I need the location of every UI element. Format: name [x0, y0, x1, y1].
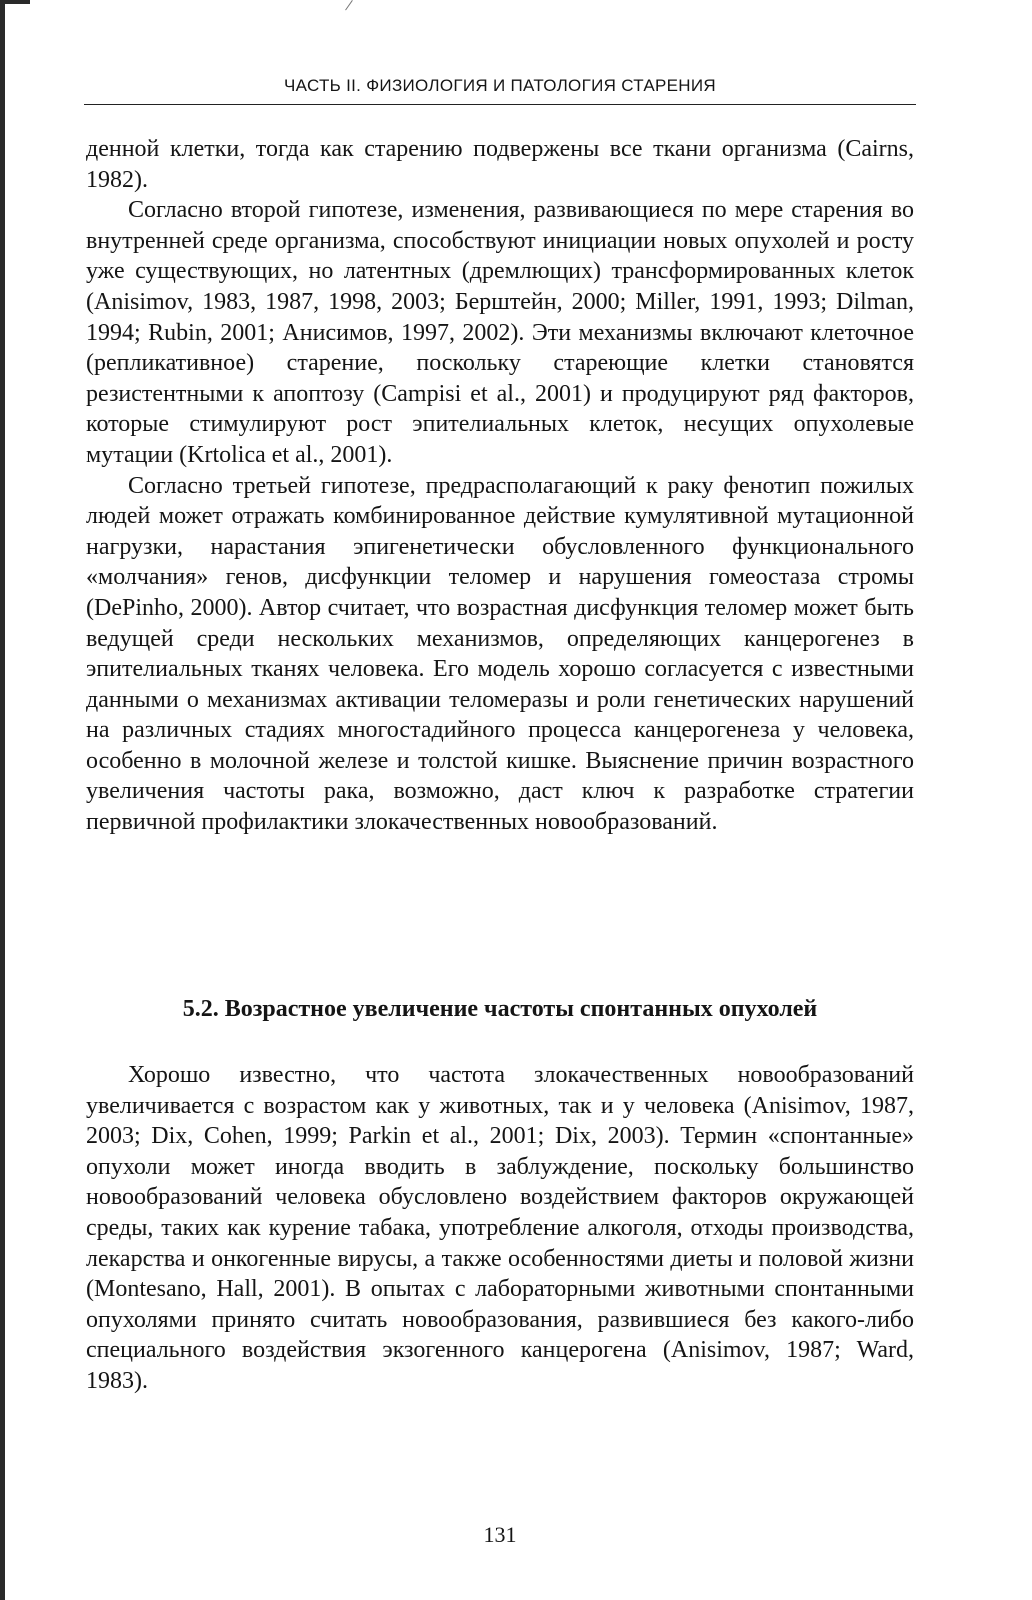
- body-text-top: [86, 134, 914, 838]
- page-number: 131: [483, 1522, 517, 1547]
- paragraph-section-intro: Хорошо известно, что частота злокачественных новообразований увеличивается с возрастом как у животных, так и у человека (Anisimov, 1987, 2003; Dix, Cohen, 1999; Parkin et al., 2001; Dix, 2003). Термин «спонтанные» опухоли может иногда вводить в заблуждение, поскольку большинство новообразований человека обусловлено воздействием факторов окружающей среды, таких как курение табака, употребление алкоголя, отходы производства, лекарства и онкогенные вирусы, а также особенностями диеты и половой жизни (Montesano, Hall, 2001). В опытах с лабораторными животными спонтанными опухолями принято считать новообразования, развившиеся без какого-либо специального воздействия экзогенного канцерогена (Anisimov, 1987; Ward, 1983).: [86, 1062, 914, 1394]
- paragraph-third-hypothesis: Согласно третьей гипотезе, предрасполагающий к раку фенотип пожилых людей может отражать комбинированное действие кумулятивной мутационной нагрузки, нарастания эпигенетически обусловленного функционального «молчания» генов, дисфункции теломер и нарушения гомеостаза стромы (DePinho, 2000). Автор считает, что возрастная дисфункция теломер может быть ведущей среди нескольких механизмов, определяющих канцерогенез в эпителиальных тканях человека. Его модель хорошо согласуется с известными данными о механизмах активации теломеразы и роли генетических нарушений на различных стадиях многостадийного процесса канцерогенеза у человека, особенно в молочной железе и толстой кишке. Выяснение причин возрастного увеличения частоты рака, возможно, даст ключ к разработке стратегии первичной профилактики злокачественных новообразований.: [86, 472, 914, 836]
- section-heading: 5.2. Возрастное увеличение частоты спонтанных опухолей: [182, 996, 818, 1022]
- page-corner-mark: [0, 0, 30, 4]
- paragraph-continued: денной клетки, тогда как старению подвержены все ткани организма (Cairns, 1982).: [86, 136, 914, 193]
- scan-artifact-mark: [345, 0, 353, 10]
- running-header: ЧАСТЬ II. ФИЗИОЛОГИЯ И ПАТОЛОГИЯ СТАРЕНИЯ: [284, 76, 716, 95]
- body-text-section: [86, 1060, 914, 1397]
- header-rule: [84, 104, 916, 105]
- paragraph-second-hypothesis: Согласно второй гипотезе, изменения, развивающиеся по мере старения во внутренней среде организма, способствуют инициации новых опухолей и росту уже существующих, но латентных (дремлющих) трансформированных клеток (Anisimov, 1983, 1987, 1998, 2003; Берштейн, 2000; Miller, 1991, 1993; Dilman, 1994; Rubin, 2001; Анисимов, 1997, 2002). Эти механизмы включают клеточное (репликативное) старение, поскольку стареющие клетки становятся резистентными к апоптозу (Campisi et al., 2001) и продуцируют ряд факторов, которые стимулируют рост эпителиальных клеток, несущих опухолевые мутации (Krtolica et al., 2001).: [86, 197, 914, 468]
- page-binding-edge: [0, 0, 5, 1600]
